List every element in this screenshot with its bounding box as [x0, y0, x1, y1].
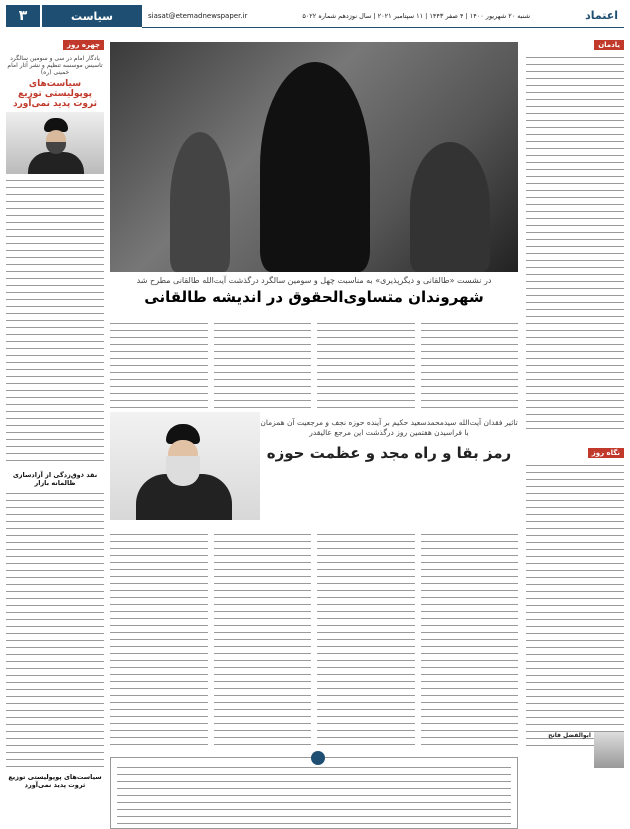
second-story-text — [214, 531, 312, 751]
second-story-text — [110, 531, 208, 751]
newspaper-logo: اعتماد — [585, 9, 618, 22]
second-story-columns — [110, 531, 518, 751]
main-headline-box — [110, 276, 518, 316]
main-kicker: در نشست «طالقانی و دیگرپذیری» به مناسبت چهل و سومین سالگرد درگذشت آیت‌الله طالقانی مطرح شد — [136, 276, 492, 285]
second-photo — [110, 412, 260, 520]
masthead — [6, 5, 624, 27]
left-kicker: یادگار امام در سی و سومین سالگرد تاسیس موسسه تنظیم و نشر آثار امام خمینی (ره) — [7, 55, 103, 76]
second-kicker: تاثیر فقدان آیت‌الله سید‌محمدسعید حکیم بر آینده حوزه نجف و مرجعیت آن همزمان با فراسیدن هفتمین روز درگذشت این مرجع عالیقدر — [260, 418, 518, 437]
quote-text — [117, 764, 511, 824]
main-story-text — [214, 320, 312, 408]
masthead-info — [142, 5, 624, 28]
main-photo — [110, 42, 518, 272]
left-portrait — [6, 112, 104, 174]
side-text — [6, 490, 104, 770]
main-story-text — [421, 320, 519, 408]
author-box — [526, 732, 624, 772]
second-headline-box — [260, 412, 518, 527]
right-column — [526, 32, 624, 812]
left-title: سیاست‌های پوپولیستی توزیع ثروت پدید نمی‌آورد — [12, 79, 98, 109]
right-column-text-2 — [526, 462, 624, 752]
side-title: سیاست‌های پوپولیستی توزیع ثروت پدید نمی‌آورد — [8, 773, 102, 789]
second-story-text — [421, 531, 519, 751]
right-column-text — [526, 54, 624, 434]
second-headline: رمز بقا و راه مجد و عظمت حوزه — [266, 444, 512, 462]
photo-figure — [170, 132, 230, 272]
main-story-columns — [110, 320, 518, 408]
date-line: شنبه ۲۰ شهریور ۱۴۰۰ | ۴ صفر ۱۴۴۳ | ۱۱ سپتامبر ۲۰۲۱ | سال نوزدهم شماره ۵۰۲۲ — [302, 11, 531, 20]
quote-box — [110, 757, 518, 829]
author-name: ابوالفضل فاتح — [548, 732, 591, 739]
main-headline: شهروندان متساوی‌الحقوق در اندیشه طالقانی — [144, 288, 484, 306]
left-column — [6, 32, 104, 812]
right-column-tag: یادمان — [594, 40, 624, 50]
second-story-top — [110, 412, 518, 527]
side-box — [6, 471, 104, 789]
left-column-text — [6, 177, 104, 467]
quote-icon — [311, 751, 325, 765]
author-photo — [594, 732, 624, 768]
section-label: سیاست — [42, 5, 142, 27]
page-number: ۳ — [6, 5, 40, 27]
second-story — [110, 412, 518, 812]
second-story-tag: نگاه روز — [588, 448, 624, 458]
photo-figure — [410, 142, 490, 272]
second-story-text — [317, 531, 415, 751]
website: siasat@etemadnewspaper.ir — [148, 11, 248, 20]
side-title: نقد ذوق‌زدگی از آزادسازی ظالمانه بازار — [12, 471, 98, 487]
left-column-tag: چهره روز — [63, 40, 104, 50]
photo-figure — [260, 62, 370, 272]
main-story-text — [317, 320, 415, 408]
main-story-text — [110, 320, 208, 408]
